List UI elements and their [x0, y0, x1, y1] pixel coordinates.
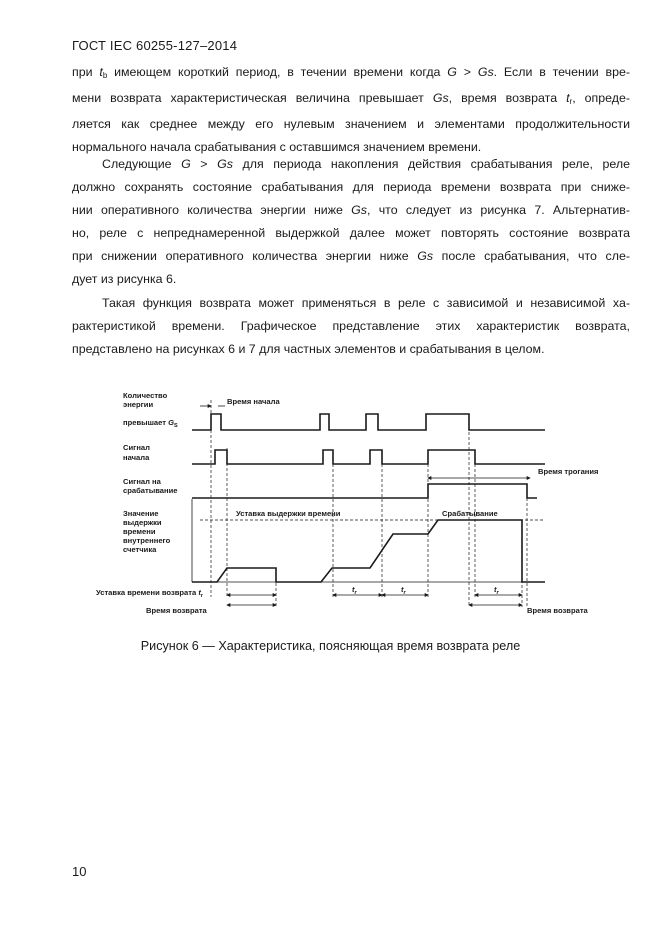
counter-waveform [192, 520, 545, 582]
label-start-signal-line2: начала [123, 453, 150, 462]
document-header: ГОСТ IEC 60255-127–2014 [72, 38, 238, 53]
label-energy-line1: Количество [123, 392, 168, 400]
timing-diagram [90, 392, 610, 624]
trip-signal-waveform [192, 484, 537, 498]
label-trip-signal-line1: Сигнал на [123, 477, 161, 486]
start-signal-waveform [192, 450, 545, 464]
label-counter-line4: внутреннего [123, 536, 171, 545]
label-reset-setting: Уставка времени возврата $t_r$ [96, 588, 203, 599]
energy-waveform [192, 414, 545, 430]
label-energy-line2: энергии [123, 400, 154, 409]
label-counter-line3: времени [123, 527, 156, 536]
paragraph-1: при $t_b$ имеющем короткий период, в течении времени когда G > Gs. Если в течении вре- мени возврата характеристическая величина превышает Gs, время возврата $t_r$, опреде- ляется как среднее между его нулевым значением и элементами продолжительности нормального начала срабатывания с оставшимся значением времени. [72, 65, 630, 154]
label-operation: Срабатывание [442, 509, 498, 518]
label-counter-line2: выдержки [123, 518, 162, 527]
tr-label-3: $t_r$ [494, 585, 499, 596]
timing-diagram-figure [90, 392, 610, 624]
label-delay-setting: Уставка выдержки времени [236, 509, 341, 518]
tr-label-1: $t_r$ [352, 585, 357, 596]
label-energy-line3: превышает $G_S$ [123, 418, 178, 429]
label-pickup-time: Время трогания [538, 467, 599, 476]
figure-caption: Рисунок 6 — Характеристика, поясняющая время возврата реле [140, 639, 521, 653]
label-reset-time-right: Время возврата [527, 606, 588, 615]
paragraph-3: Такая функция возврата может применяться в реле с зависимой и независимой ха- рактеристикой времени. Графическое представление этих характеристик возврата, представлено на рисунках 6 и 7 для частных элементов и срабатывания в целом. [72, 296, 630, 356]
label-trip-signal-line2: срабатывание [123, 486, 178, 495]
paragraph-2: Следующие G > Gs для периода накопления действия срабатывания реле, реле должно сохранять состояние срабатывания для периода времени возврата при сниже- нии оперативного количества энергии ниже Gs, что следует из рисунка 7. Альтернатив- но, реле с непреднамеренной выдержкой далее может повторять состояние возврата при снижении оперативного количества энергии ниже Gs после срабатывания, что сле- дует из рисунка 6. [72, 157, 631, 286]
label-counter-line1: Значение [123, 509, 159, 518]
label-counter-line5: счетчика [123, 545, 157, 554]
tr-label-2: $t_r$ [401, 585, 406, 596]
page-number: 10 [72, 864, 87, 879]
label-start-signal-line1: Сигнал [123, 443, 150, 452]
label-reset-time-left: Время возврата [146, 606, 207, 615]
label-start-time: Время начала [227, 397, 280, 406]
